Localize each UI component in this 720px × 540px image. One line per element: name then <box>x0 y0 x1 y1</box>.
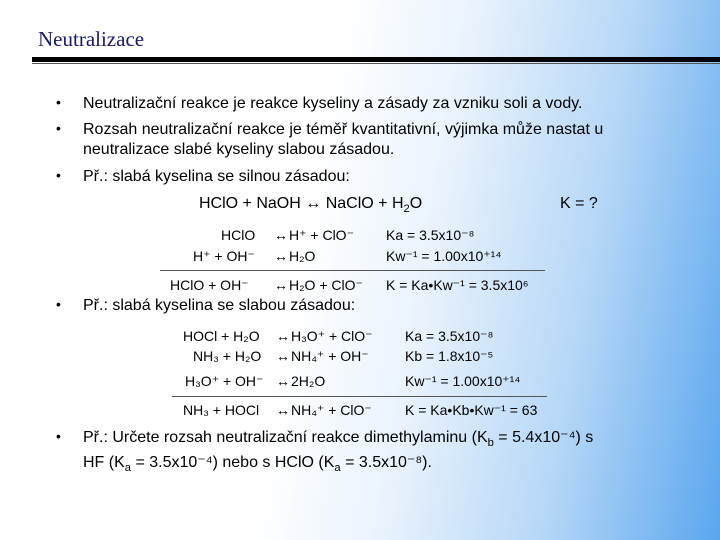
equilibrium-arrow-icon: ↔ <box>274 277 288 293</box>
bullet-marker: • <box>56 296 61 312</box>
ex2-sum-divider <box>172 396 547 397</box>
final-sub-a2: a <box>334 462 341 475</box>
main-eq-lhs: HClO + NaOH <box>199 195 301 212</box>
bullet-marker: • <box>56 428 61 444</box>
bullet-text-1: Neutralizační reakce je reakce kyseliny a zásady za vzniku soli a vody. <box>83 95 583 112</box>
final-sub-a1: a <box>124 462 132 475</box>
bullet-text-3: Př.: slabá kyselina se silnou zásadou: <box>83 168 350 185</box>
bullet-marker: • <box>56 94 61 110</box>
main-eq-rhs: NaClO + H <box>325 195 404 212</box>
final-text-5: = 3.5x10⁻⁸). <box>340 454 432 472</box>
ex2-r4-left: NH₃ + HOCl <box>183 402 260 418</box>
equilibrium-arrow-icon: ↔ <box>276 328 290 344</box>
equilibrium-arrow-icon: ↔ <box>274 248 288 264</box>
equilibrium-arrow-icon: ↔ <box>276 402 290 418</box>
ex2-r2-right: NH₄⁺ + OH⁻ <box>291 348 369 364</box>
title-divider <box>32 57 720 62</box>
ex2-r4-k: K = Ka•Kb•Kw⁻¹ = 63 <box>405 402 538 418</box>
equilibrium-arrow-icon: ↔ <box>276 373 290 389</box>
bullet-text-4: Př.: slabá kyselina se slabou zásadou: <box>83 297 356 314</box>
ex2-r2-k: Kb = 1.8x10⁻⁵ <box>405 348 494 364</box>
ex1-r1-k: Ka = 3.5x10⁻⁸ <box>386 227 475 243</box>
ex2-r2-left: NH₃ + H₂O <box>193 348 262 364</box>
final-text-3: HF (K <box>83 454 125 472</box>
ex1-r3-left: HClO + OH⁻ <box>170 277 249 293</box>
ex2-r1-right: H₃O⁺ + ClO⁻ <box>291 328 373 344</box>
ex1-r1-right: H⁺ + ClO⁻ <box>289 227 354 243</box>
final-text-1: Př.: Určete rozsah neutralizační reakce dimethylaminu (K <box>83 429 488 446</box>
bullet-marker: • <box>56 167 61 183</box>
ex2-r3-right: 2H₂O <box>291 373 326 389</box>
main-equation <box>199 195 422 215</box>
ex1-r1-left: HClO <box>221 227 256 243</box>
k-question: K = ? <box>560 195 598 212</box>
final-sub-b: b <box>487 437 494 450</box>
ex1-r3-k: K = Ka•Kw⁻¹ = 3.5x10⁶ <box>386 277 529 293</box>
ex2-r4-right: NH₄⁺ + ClO⁻ <box>291 402 372 418</box>
ex1-r2-right: H₂O <box>289 248 316 264</box>
ex2-r1-left: HOCl + H₂O <box>183 328 260 344</box>
bullet-marker: • <box>56 120 61 136</box>
ex1-r2-left: H⁺ + OH⁻ <box>193 248 255 264</box>
final-text-4: = 3.5x10⁻⁴) nebo s HClO (K <box>131 454 335 472</box>
ex2-r3-left: H₃O⁺ + OH⁻ <box>185 373 264 389</box>
ex1-r2-k: Kw⁻¹ = 1.00x10⁺¹⁴ <box>386 248 502 264</box>
ex2-r1-k: Ka = 3.5x10⁻⁸ <box>405 328 494 344</box>
main-eq-rhs-end: O <box>409 195 423 212</box>
ex1-r3-right: H₂O + ClO⁻ <box>289 277 363 293</box>
main-eq-rhs-subscript: 2 <box>403 203 410 216</box>
bullet-text-5 <box>83 428 703 478</box>
ex1-sum-divider <box>160 270 545 271</box>
slide-title: Neutralizace <box>38 27 145 51</box>
ex2-r3-k: Kw⁻¹ = 1.00x10⁺¹⁴ <box>405 373 521 389</box>
title-divider-thin <box>32 63 720 64</box>
final-text-2: = 5.4x10⁻⁴) s <box>493 429 594 446</box>
bullet-text-2: Rozsah neutralizační reakce je téměř kvantitativní, výjimka může nastat u neutralizace slabé kyseliny slabou zásadou. <box>83 121 604 158</box>
equilibrium-arrow-icon: ↔ <box>276 348 290 364</box>
equilibrium-arrow-icon: ↔ <box>305 195 322 212</box>
equilibrium-arrow-icon: ↔ <box>274 227 288 243</box>
